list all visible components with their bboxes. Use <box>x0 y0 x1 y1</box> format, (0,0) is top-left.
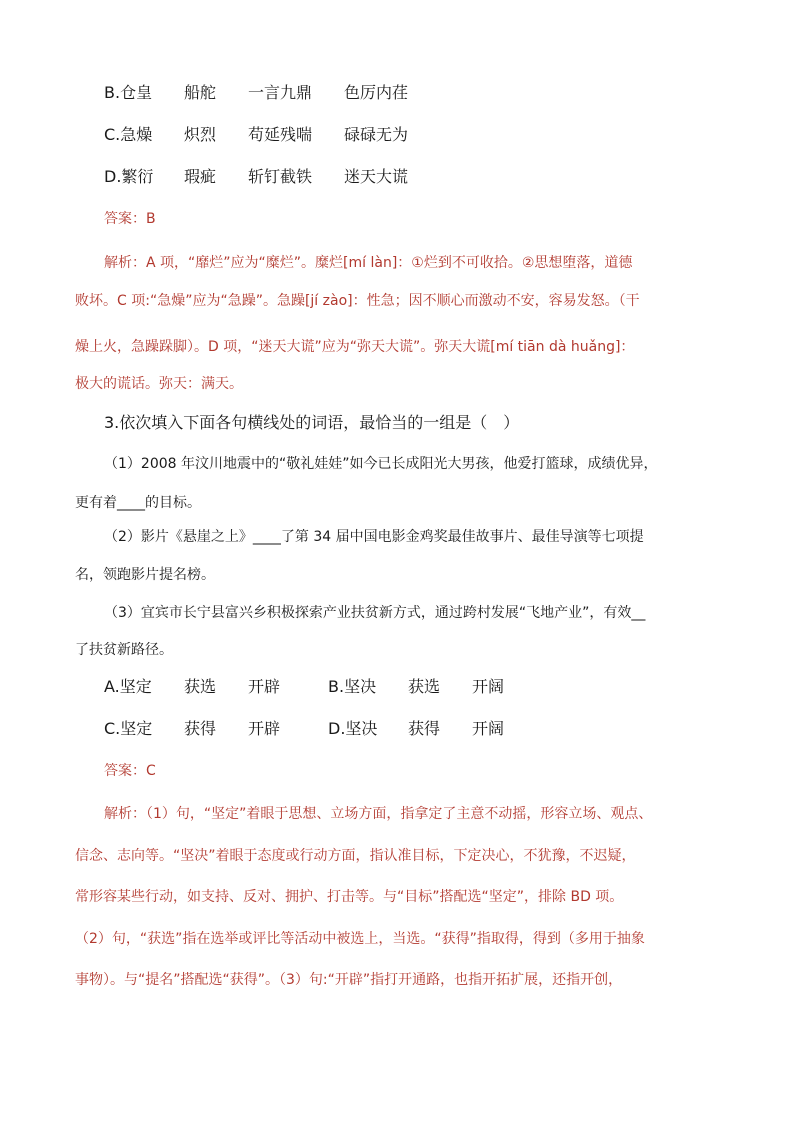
option-d-word-3: 斩钉截铁 <box>248 167 313 186</box>
option-b-word-1: B.仓皇 <box>104 83 153 102</box>
option-d-word-1: D.繁衍 <box>104 167 154 186</box>
q3-option-b-word-2: 获选 <box>408 677 441 696</box>
option-d-word-4: 迷天大谎 <box>344 167 409 186</box>
q2-analysis-line-1: 解析：A 项，“靡烂”应为“糜烂”。糜烂[mí làn]：①烂到不可收拾。②思想堕落，道德 <box>104 255 633 271</box>
q3-item-3-line-2: 了扶贫新路径。 <box>75 642 173 658</box>
option-b-word-3: 一言九鼎 <box>248 83 313 102</box>
q3-analysis-line-1: 解析：（1）句，“坚定”着眼于思想、立场方面，指拿定了主意不动摇，形容立场、观点、 <box>104 806 653 822</box>
q3-option-a-word-2: 获选 <box>184 677 217 696</box>
option-c-word-2: 炽烈 <box>184 125 217 144</box>
q2-analysis-line-2: 败坏。C 项:“急燥”应为“急躁”。急躁[jí zào]：性急；因不顺心而激动不安，容易发怒。（干 <box>75 293 640 309</box>
q3-analysis-line-5: 事物）。与“提名”搭配选“获得”。（3）句:“开辟”指打开通路，也指开拓扩展，还指开创， <box>75 972 623 988</box>
q3-item-1-line-2: 更有着____的目标。 <box>75 495 201 511</box>
q3-option-c-word-2: 获得 <box>184 719 217 738</box>
q3-option-c-word-3: 开辟 <box>248 719 281 738</box>
q2-analysis-line-3: 燥上火，急躁跺脚）。D 项，“迷天大谎”应为“弥天大谎”。弥天大谎[mí tiān dà huǎng]： <box>75 339 635 355</box>
option-d-word-2: 瑕疵 <box>184 167 217 186</box>
q3-item-2-line-2: 名，领跑影片提名榜。 <box>75 567 215 583</box>
q3-title: 3.依次填入下面各句横线处的词语，最恰当的一组是（ ） <box>104 413 520 432</box>
q3-option-d: D.坚决 <box>328 719 378 738</box>
q3-analysis-line-3: 常形容某些行动，如支持、反对、拥护、打击等。与“目标”搭配选“坚定”，排除 BD 项。 <box>75 889 624 905</box>
q3-option-d-word-3: 开阔 <box>472 719 505 738</box>
option-b-word-4: 色厉内荏 <box>344 83 409 102</box>
option-c-word-3: 苟延残喘 <box>248 125 313 144</box>
q3-analysis-line-4: （2）句，“获选”指在选举或评比等活动中被选上，当选。“获得”指取得，得到（多用于抽象 <box>75 931 645 947</box>
option-row-d <box>104 164 424 184</box>
q3-option-b: B.坚决 <box>328 677 377 696</box>
q3-option-b-word-3: 开阔 <box>472 677 505 696</box>
q2-analysis-line-4: 极大的谎话。弥天：满天。 <box>75 376 243 392</box>
option-row-b <box>104 80 424 100</box>
option-c-word-4: 碌碌无为 <box>344 125 409 144</box>
q3-item-2-line-1: （2）影片《悬崖之上》____了第 34 届中国电影金鸡奖最佳故事片、最佳导演等七项提 <box>104 529 644 545</box>
option-row-c <box>104 122 424 142</box>
q2-answer: 答案：B <box>104 211 156 227</box>
q3-analysis-line-2: 信念、志向等。“坚决”着眼于态度或行动方面，指认准目标，下定决心，不犹豫，不迟疑， <box>75 848 636 864</box>
q3-option-row-1 <box>104 674 524 694</box>
q3-option-a: A.坚定 <box>104 677 152 696</box>
option-c-word-1: C.急燥 <box>104 125 153 144</box>
q3-item-1-line-1: （1）2008 年汶川地震中的“敬礼娃娃”如今已长成阳光大男孩，他爱打篮球，成绩优异， <box>104 456 658 472</box>
q3-option-c: C.坚定 <box>104 719 153 738</box>
q3-item-3-line-1: （3）宜宾市长宁县富兴乡积极探索产业扶贫新方式，通过跨村发展“飞地产业”，有效__ <box>104 605 646 621</box>
q3-answer: 答案：C <box>104 763 156 779</box>
q3-option-d-word-2: 获得 <box>408 719 441 738</box>
option-b-word-2: 船舵 <box>184 83 217 102</box>
q3-option-row-2 <box>104 716 524 736</box>
q3-option-a-word-3: 开辟 <box>248 677 281 696</box>
